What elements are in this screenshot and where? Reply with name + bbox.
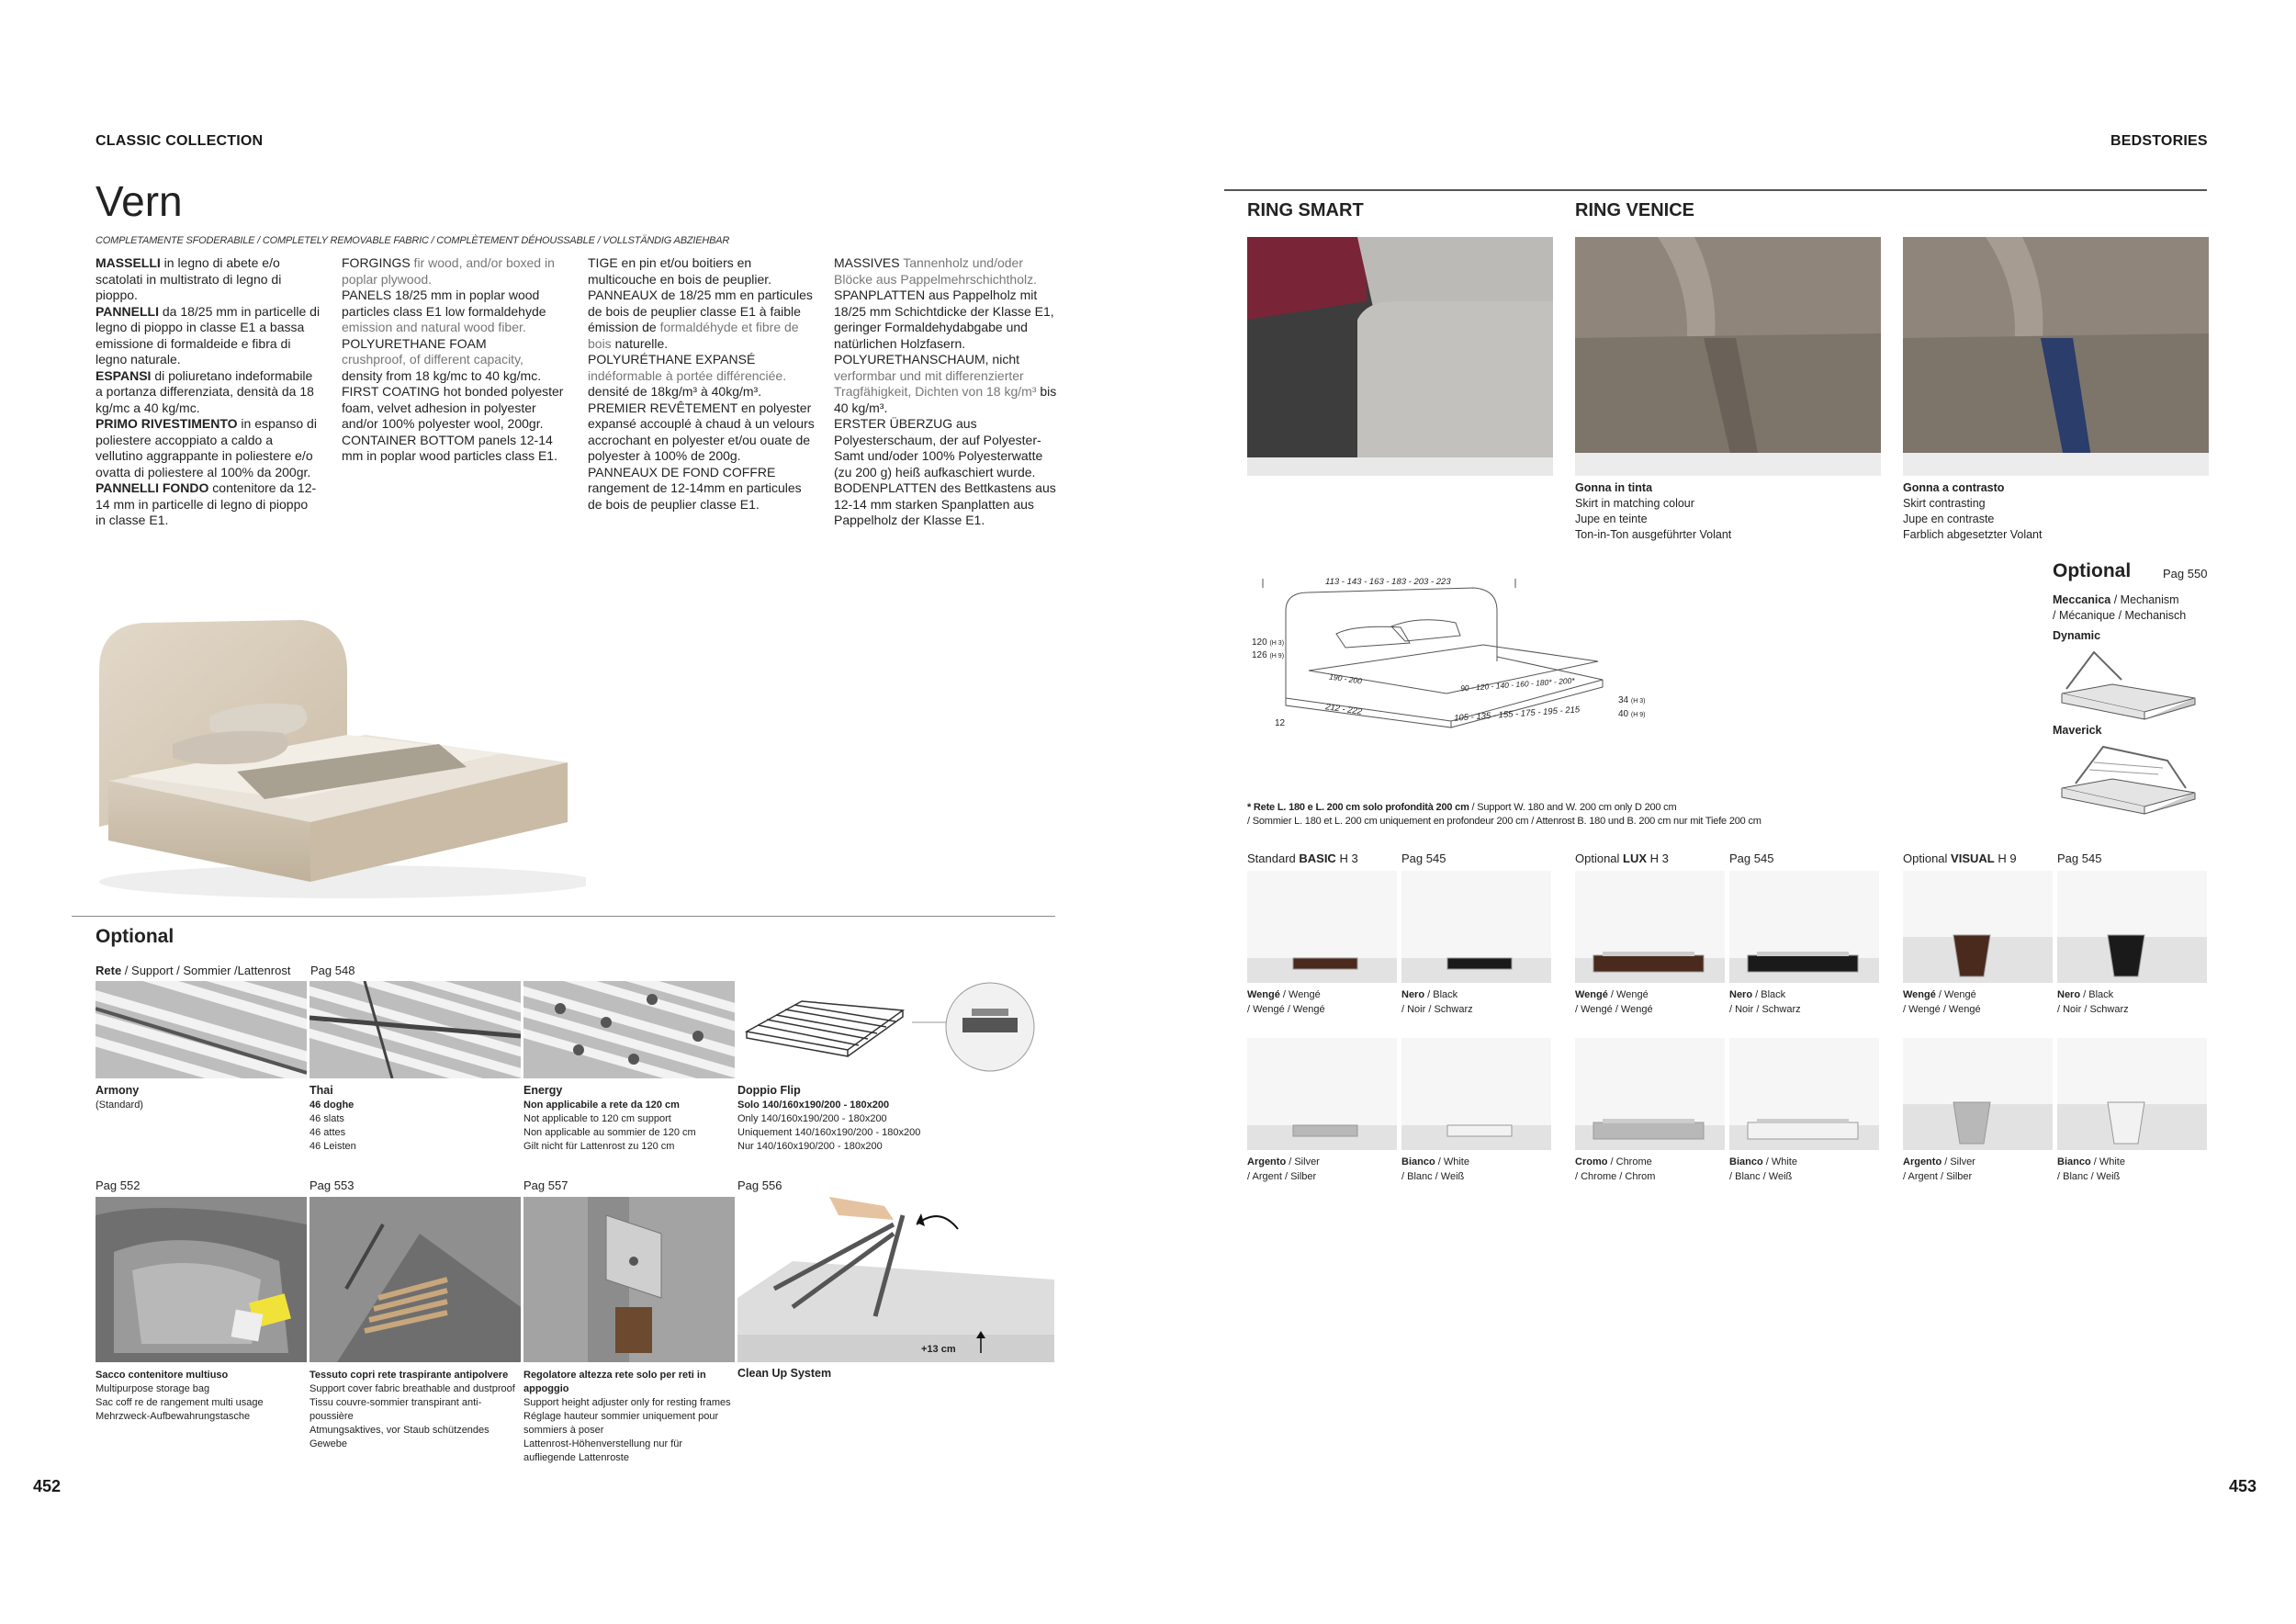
feet-group-label: Standard BASIC H 3 <box>1247 851 1358 865</box>
slat-caption-energy: Energy Non applicabile a rete da 120 cm Not applicable to 120 cm support Non applicable au sommier de 120 cm Gilt nicht für Lattenrost zu 120 cm <box>523 1084 696 1152</box>
product-subtitle: COMPLETAMENTE SFODERABILE / COMPLETELY REMOVABLE FABRIC / COMPLÈTEMENT DÉHOUSSABLE / VOLLSTÄNDIG ABZIEHBAR <box>96 235 730 246</box>
feet-group-pag: Pag 545 <box>1401 851 1446 865</box>
ring-venice-title: RING VENICE <box>1575 200 1695 220</box>
foot-caption: Bianco / White / Blanc / Weiß <box>1729 1156 1797 1182</box>
acc-caption-1: Sacco contenitore multiuso Multipurpose storage bag Sac coff re de rangement multi usage Mehrzweck-Aufbewahrungstasche <box>96 1370 264 1422</box>
feet-group-label: Optional LUX H 3 <box>1575 851 1669 865</box>
slat-armony-image <box>96 981 307 1078</box>
slat-caption-armony: Armony (Standard) <box>96 1084 143 1111</box>
rete-pag: Pag 548 <box>310 964 355 977</box>
foot-caption: Bianco / White / Blanc / Weiß <box>2057 1156 2125 1182</box>
optional-title-right: Optional <box>2053 560 2132 581</box>
foot-image <box>1903 871 2053 983</box>
ring-smart-title: RING SMART <box>1247 200 1364 220</box>
product-title: Vern <box>96 177 183 225</box>
feet-group-label: Optional VISUAL H 9 <box>1903 851 2017 865</box>
ring-smart-photo <box>1247 237 1553 476</box>
foot-image <box>1575 1038 1725 1150</box>
slat-caption-thai: Thai 46 doghe 46 slats 46 attes 46 Leisten <box>310 1084 356 1152</box>
mechanism-pag: Pag 550 <box>2163 567 2208 581</box>
ring-venice-matching-photo <box>1575 237 1881 476</box>
brand-header: BEDSTORIES <box>2110 133 2208 149</box>
dim-r2: 40 (H 9) <box>1618 709 1646 719</box>
divider <box>72 916 1055 917</box>
foot-image <box>1729 871 1879 983</box>
acc-pag-2: Pag 553 <box>310 1179 355 1192</box>
dim-len2: 212 - 222 <box>1324 702 1363 717</box>
foot-image <box>1729 1038 1879 1150</box>
foot-caption: Wengé / Wengé / Wengé / Wengé <box>1575 989 1653 1015</box>
clean-up-badge: +13 cm <box>921 1344 956 1355</box>
foot-image <box>1401 1038 1551 1150</box>
ring-venice-contrast-photo <box>1903 237 2209 476</box>
cover-fabric-image <box>310 1197 521 1362</box>
height-adjuster-image <box>523 1197 735 1362</box>
foot-image <box>1401 871 1551 983</box>
rete-label: Rete / Support / Sommier /Lattenrost <box>96 964 291 977</box>
acc-pag-4: Pag 556 <box>737 1179 782 1192</box>
dim-r1: 34 (H 3) <box>1618 695 1646 705</box>
dynamic-label: Dynamic <box>2053 629 2101 642</box>
spec-column-fr: TIGE en pin et/ou boitiers en multicouche en bois de peuplier. PANNEAUX de 18/25 mm en particules de bois de peuplier classe E1 à faible émission de formaldéhyde et fibre de bois naturelle. POLYURÉTHANE EXPANSÉ indéformable à portée différenciée. densité de 18kg/m³ à 40kg/m³. PREMIER REVÊTEMENT en polyester expansé accouplé à chaud à un velours accrochant en polyester et/ou ouate de polyester à 100% de 200g. PANNEAUX DE FOND COFFRE rangement de 12-14mm en particules de bois de peuplier classe E1. <box>588 255 815 512</box>
slat-energy-image <box>523 981 735 1078</box>
mechanism-label: Meccanica / Mechanism / Mécanique / Mechanisch <box>2053 593 2187 622</box>
acc-caption-4: Clean Up System <box>737 1367 832 1380</box>
clean-up-system-image <box>737 1197 1054 1362</box>
collection-header: CLASSIC COLLECTION <box>96 133 264 149</box>
dimension-diagram <box>1244 570 1649 735</box>
dim-top: 113 - 143 - 163 - 183 - 203 - 223 <box>1325 577 1451 587</box>
top-rule <box>1224 189 2207 191</box>
foot-image <box>1247 871 1397 983</box>
acc-pag-3: Pag 557 <box>523 1179 568 1192</box>
foot-caption: Argento / Silver / Argent / Silber <box>1247 1156 1320 1182</box>
dim-foot: 12 <box>1275 718 1286 728</box>
spec-column-en: FORGINGS fir wood, and/or boxed in poplar plywood. PANELS 18/25 mm in poplar wood particles class E1 low formaldehyde emission and natural wood fiber. POLYURETHANE FOAM crushproof, of different capacity, density from 18 kg/mc to 40 kg/mc. FIRST COATING hot bonded polyester foam, velvet adhesion in polyester and/or 100% polyester wool, 200gr. CONTAINER BOTTOM panels 12-14 mm in poplar wood particles class E1. <box>342 255 564 463</box>
foot-caption: Wengé / Wengé / Wengé / Wengé <box>1247 989 1325 1015</box>
dim-width-outer: 105 - 135 - 155 - 175 - 195 - 215 <box>1453 705 1581 724</box>
slat-caption-doppio-flip: Doppio Flip Solo 140/160x190/200 - 180x200 Only 140/160x190/200 - 180x200 Uniquement 140/160x190/200 - 180x200 Nur 140/160x190/200 - 180x200 <box>737 1084 921 1152</box>
feet-group-pag: Pag 545 <box>2057 851 2102 865</box>
support-note: * Rete L. 180 e L. 200 cm solo profondità 200 cm / Support W. 180 and W. 200 cm only D 200 cm / Sommier L. 180 et L. 200 cm uniquement en profondeur 200 cm / Attenrost B. 180 und B. 200 cm nur mit Tiefe 200 cm <box>1247 802 1761 827</box>
dim-len: 190 - 200 <box>1328 671 1363 686</box>
foot-image <box>1247 1038 1397 1150</box>
acc-caption-3: Regolatore altezza rete solo per reti in appoggio Support height adjuster only for resting frames Réglage hauteur sommier uniquement pour sommiers à poser Lattenrost-Höhenverstellung nur für aufliegende Lattenroste <box>523 1370 731 1463</box>
maverick-image <box>2057 742 2204 816</box>
storage-bag-image <box>96 1197 307 1362</box>
gonna-tinta-caption: Gonna in tinta Skirt in matching colour Jupe en teinte Ton-in-Ton ausgeführter Volant <box>1575 481 1732 541</box>
foot-caption: Argento / Silver / Argent / Silber <box>1903 1156 1975 1182</box>
page-number-right: 453 <box>2229 1477 2257 1495</box>
foot-caption: Nero / Black / Noir / Schwarz <box>1401 989 1473 1015</box>
bed-photo <box>72 606 586 909</box>
dim-h2: 126 (H 9) <box>1252 650 1285 660</box>
foot-caption: Wengé / Wengé / Wengé / Wengé <box>1903 989 1981 1015</box>
acc-pag-1: Pag 552 <box>96 1179 141 1192</box>
foot-image <box>2057 871 2207 983</box>
gonna-contrasto-caption: Gonna a contrasto Skirt contrasting Jupe en contraste Farblich abgesetzter Volant <box>1903 481 2043 541</box>
dim-width-inner: 90 - 120 - 140 - 160 - 180* - 200* <box>1459 675 1575 694</box>
foot-image <box>2057 1038 2207 1150</box>
spec-column-it: MASSELLI in legno di abete e/o scatolati in multistrato di legno di pioppo. PANNELLI da 18/25 mm in particelle di legno di pioppo in classe E1 a bassa emissione di formaldeide e fibra di legno naturale. ESPANSI di poliuretano indeformabile a portanza differenziata, densità da 18 kg/mc a 40 kg/mc. PRIMO RIVESTIMENTO in espanso di poliestere accoppiato a caldo a vellutino aggrappante in poliestere e/o ovatta di poliestere al 100% da 200gr. PANNELLI FONDO contenitore da 12-14 mm in particelle di legno di pioppo in classe E1. <box>96 255 321 527</box>
foot-caption: Bianco / White / Blanc / Weiß <box>1401 1156 1469 1182</box>
dim-h1: 120 (H 3) <box>1252 637 1285 648</box>
foot-caption: Cromo / Chrome / Chrome / Chrom <box>1575 1156 1656 1182</box>
feet-group-pag: Pag 545 <box>1729 851 1774 865</box>
foot-caption: Nero / Black / Noir / Schwarz <box>1729 989 1801 1015</box>
foot-image <box>1575 871 1725 983</box>
slat-doppio-flip-image <box>737 981 1054 1078</box>
dynamic-image <box>2057 648 2204 721</box>
slat-thai-image <box>310 981 521 1078</box>
spec-column-de: MASSIVES Tannenholz und/oder Blöcke aus Pappelmehrschichtholz. SPANPLATTEN aus Pappelholz mit 18/25 mm Schichtdicke der Klasse E1, geringer Formaldehydabgabe und natürlichen Holzfasern. POLYURETHANSCHAUM, nicht verformbar und mit differenzierter Tragfähigkeit, Dichten von 18 kg/m³ bis 40 kg/m³. ERSTER ÜBERZUG aus Polyesterschaum, der auf Polyester-Samt und/oder 100% Polyesterwatte (zu 200 g) heiß aufkaschiert wurde. BODENPLATTEN des Bettkastens aus 12-14 mm starken Spanplatten aus Pappelholz der Klasse E1. <box>834 255 1057 527</box>
foot-image <box>1903 1038 2053 1150</box>
maverick-label: Maverick <box>2053 724 2102 737</box>
acc-caption-2: Tessuto copri rete traspirante antipolvere Support cover fabric breathable and dustproof Tissu couvre-sommier transpirant anti- poussière Atmungsaktives, vor Staub schützendes Gewebe <box>310 1370 515 1449</box>
optional-title-left: Optional <box>96 926 174 947</box>
page-number-left: 452 <box>33 1477 62 1495</box>
foot-caption: Nero / Black / Noir / Schwarz <box>2057 989 2129 1015</box>
